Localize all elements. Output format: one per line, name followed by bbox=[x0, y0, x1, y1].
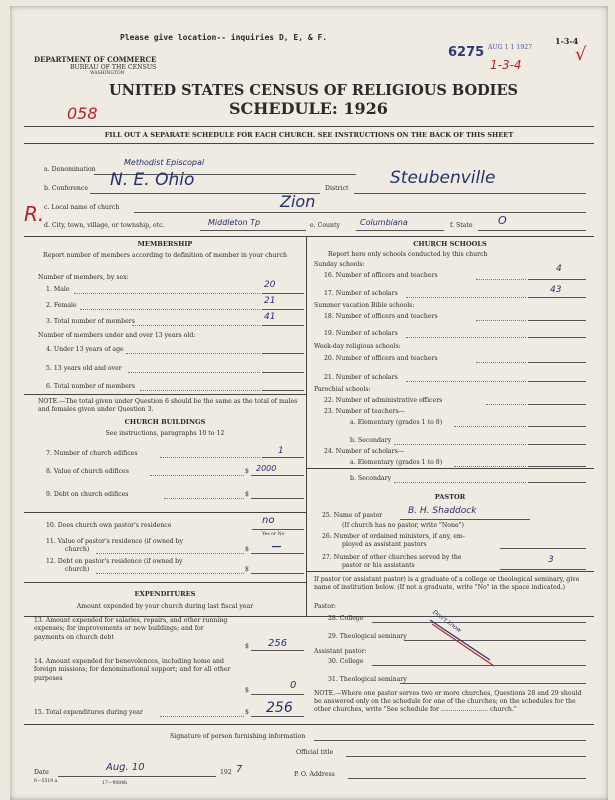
q12-label: 12. Debt on pastor's residence (if owned by bbox=[46, 558, 183, 565]
handwritten-r-mark: R. bbox=[24, 202, 45, 226]
stamp-number: 6275 bbox=[448, 45, 485, 60]
q6-label: 6. Total number of members bbox=[46, 383, 135, 390]
strike-note: Don't know bbox=[431, 608, 463, 635]
county-value: Columbiana bbox=[360, 218, 408, 227]
q24-label: 24. Number of scholars— bbox=[324, 448, 404, 455]
dollar-sign-8: $ bbox=[245, 468, 249, 475]
q17-value: 43 bbox=[550, 285, 562, 295]
sunday-schools-label: Sunday schools: bbox=[314, 261, 365, 268]
q31-label: 31. Theological seminary bbox=[328, 676, 407, 683]
q15-label: 15. Total expenditures during year bbox=[34, 709, 143, 716]
q9-label: 9. Debt on church edifices bbox=[46, 491, 129, 498]
dollar-sign-13: $ bbox=[245, 643, 249, 650]
conference-value: N. E. Ohio bbox=[110, 170, 195, 190]
pastor-sub-label: Pastor: bbox=[314, 603, 337, 610]
date-month-day: Aug. 10 bbox=[106, 762, 145, 773]
assistant-pastor-label: Assistant pastor: bbox=[314, 648, 367, 655]
q24a-label: a. Elementary (grades 1 to 8) bbox=[350, 459, 443, 466]
q24b-label: b. Secondary bbox=[350, 475, 392, 482]
members-by-sex-label: Number of members, by sex: bbox=[38, 274, 129, 281]
denomination-label: a. Denomination bbox=[44, 166, 96, 173]
church-name-label: c. Local name of church bbox=[44, 204, 120, 211]
q23b-label: b. Secondary bbox=[350, 437, 392, 444]
q19-label: 19. Number of scholars bbox=[324, 330, 398, 337]
date-label: Date bbox=[34, 769, 49, 776]
year-handwritten: 7 bbox=[236, 764, 243, 775]
code-typed: 1-3-4 bbox=[555, 36, 579, 46]
form-title: UNITED STATES CENSUS OF RELIGIOUS BODIES bbox=[109, 82, 518, 99]
q23a-label: a. Elementary (grades 1 to 8) bbox=[350, 419, 443, 426]
city-value: Middleton Tp bbox=[208, 218, 261, 227]
denomination-value: Methodist Episcopal bbox=[124, 158, 205, 167]
state-value: O bbox=[498, 214, 507, 227]
instruction-line: FILL OUT A SEPARATE SCHEDULE FOR EACH CHURCH. SEE INSTRUCTIONS ON THE BACK OF THIS SHEET bbox=[104, 131, 514, 139]
q13-value: 256 bbox=[268, 638, 288, 649]
department: DEPARTMENT OF COMMERCE bbox=[34, 55, 157, 64]
q25-value: B. H. Shaddock bbox=[408, 506, 477, 516]
po-address-label: P. O. Address bbox=[294, 771, 335, 778]
buildings-intro: See instructions, paragraphs 10 to 12 bbox=[105, 430, 225, 437]
q27-label-cont: pastor or his assistants bbox=[342, 562, 415, 569]
q17-label: 17. Number of scholars bbox=[324, 290, 398, 297]
pastor-graduate-note: If pastor (or assistant pastor) is a graduate of a college or theological seminary, give name of institution below. (If not a graduate, write "No" in the space indicated.) bbox=[314, 576, 580, 591]
q20-label: 20. Number of officers and teachers bbox=[324, 355, 438, 362]
q7-label: 7. Number of church edifices bbox=[46, 450, 138, 457]
dollar-sign-9: $ bbox=[245, 491, 249, 498]
q27-value: 3 bbox=[548, 555, 554, 565]
census-form-sheet bbox=[10, 6, 608, 800]
bureau: BUREAU OF THE CENSUS bbox=[70, 64, 157, 71]
county-label: e. County bbox=[310, 222, 341, 229]
vacation-schools-label: Summer vacation Bible schools: bbox=[314, 302, 415, 309]
schools-heading: CHURCH SCHOOLS bbox=[413, 240, 487, 248]
district-value: Steubenville bbox=[390, 168, 496, 188]
district-label: District bbox=[325, 185, 349, 192]
q25-hint: (If church has no pastor, write "None") bbox=[342, 522, 464, 529]
official-title-label: Official title bbox=[296, 749, 334, 756]
expenditures-intro: Amount expended by your church during last fiscal year bbox=[76, 603, 254, 610]
q26-label-cont: ployed as assistant pastors bbox=[342, 541, 427, 548]
form-code: 6—5519 a bbox=[34, 779, 58, 784]
q12-label-cont: church) bbox=[65, 566, 90, 573]
q14-label: 14. Amount expended for benevolences, including home and foreign missions; for denominational support; and for all other purposes bbox=[34, 658, 231, 682]
membership-intro: Report number of members according to definition of member in your church bbox=[43, 252, 287, 259]
q11-value: — bbox=[272, 542, 281, 552]
q28-label: 28. College bbox=[328, 615, 364, 622]
membership-heading: MEMBERSHIP bbox=[137, 240, 193, 248]
check-mark: √ bbox=[575, 44, 587, 65]
state-label: f. State bbox=[450, 222, 473, 229]
q26-label: 26. Number of ordained ministers, if any, em- bbox=[322, 533, 465, 540]
q8-value: 2000 bbox=[256, 464, 277, 473]
date-stamp: AUG 1 1 1927 bbox=[488, 44, 533, 51]
dollar-sign-12: $ bbox=[245, 566, 249, 573]
q25-label: 25. Name of pastor bbox=[322, 512, 383, 519]
q3-label: 3. Total number of members bbox=[46, 318, 135, 325]
q16-label: 16. Number of officers and teachers bbox=[324, 272, 438, 279]
q29-label: 29. Theological seminary bbox=[328, 633, 407, 640]
q11-label: 11. Value of pastor's residence (if owned by bbox=[46, 538, 183, 545]
signature-label: Signature of person furnishing information bbox=[170, 733, 306, 740]
q5-label: 5. 13 years old and over bbox=[46, 365, 122, 372]
washington: WASHINGTON bbox=[90, 71, 125, 76]
q8-label: 8. Value of church edifices bbox=[46, 468, 129, 475]
location-note: Please give location-- inquiries D, E, & F. bbox=[120, 33, 328, 42]
pastor-heading: PASTOR bbox=[434, 493, 466, 501]
q21-label: 21. Number of scholars bbox=[324, 374, 398, 381]
city-label: d. City, town, village, or township, etc. bbox=[44, 222, 165, 229]
expenditures-heading: EXPENDITURES bbox=[134, 590, 196, 598]
pastor-footnote: NOTE.—Where one pastor serves two or more churches, Questions 28 and 29 should be answered only on the schedule for one of the churches; on the schedules for the other churches, write "See schedule for ........................ church." bbox=[314, 690, 582, 713]
schools-intro: Report here only schools conducted by this church bbox=[328, 251, 488, 258]
q7-value: 1 bbox=[278, 446, 284, 456]
q16-value: 4 bbox=[556, 264, 562, 274]
dollar-sign-14: $ bbox=[245, 687, 249, 694]
year-printed: 192 bbox=[220, 769, 232, 776]
q13-label: 13. Amount expended for salaries, repairs, and other running expenses; for improvements or new buildings; and for payments on church debt bbox=[34, 617, 228, 641]
q2-label: 2. Female bbox=[46, 302, 77, 309]
q18-label: 18. Number of officers and teachers bbox=[324, 313, 438, 320]
q27-label: 27. Number of other churches served by the bbox=[322, 554, 462, 561]
q3-value: 41 bbox=[264, 312, 276, 322]
conference-label: b. Conference bbox=[44, 185, 89, 192]
q10-label: 10. Does church own pastor's residence bbox=[46, 522, 172, 529]
q30-label: 30. College bbox=[328, 658, 364, 665]
q23-label: 23. Number of teachers— bbox=[324, 408, 405, 415]
q15-value: 256 bbox=[266, 700, 293, 716]
dollar-sign-11: $ bbox=[245, 546, 249, 553]
weekday-schools-label: Week-day religious schools: bbox=[314, 343, 401, 350]
q4-label: 4. Under 13 years of age bbox=[46, 346, 124, 353]
code-handwritten: 1-3-4 bbox=[490, 58, 522, 72]
form-schedule: SCHEDULE: 1926 bbox=[229, 99, 388, 118]
q1-value: 20 bbox=[264, 280, 276, 290]
church-name-value: Zion bbox=[280, 192, 316, 211]
q2-value: 21 bbox=[264, 296, 276, 306]
handwritten-058: 058 bbox=[67, 104, 98, 123]
print-code: 17—9084h bbox=[102, 781, 128, 786]
q14-value: 0 bbox=[290, 680, 297, 691]
q22-label: 22. Number of administrative officers bbox=[324, 397, 443, 404]
dollar-sign-15: $ bbox=[245, 709, 249, 716]
q1-label: 1. Male bbox=[46, 286, 70, 293]
age-label: Number of members under and over 13 years old: bbox=[38, 332, 196, 339]
q10-value: no bbox=[262, 515, 275, 526]
membership-note: NOTE.—The total given under Question 6 should be the same as the total of males and females given under Question 3. bbox=[38, 398, 298, 413]
q11-label-cont: church) bbox=[65, 546, 90, 553]
pastor-education-strike bbox=[410, 612, 510, 672]
parochial-schools-label: Parochial schools: bbox=[314, 386, 371, 393]
yes-or-no-hint: Yes or No bbox=[262, 532, 285, 537]
buildings-heading: CHURCH BUILDINGS bbox=[124, 418, 206, 426]
